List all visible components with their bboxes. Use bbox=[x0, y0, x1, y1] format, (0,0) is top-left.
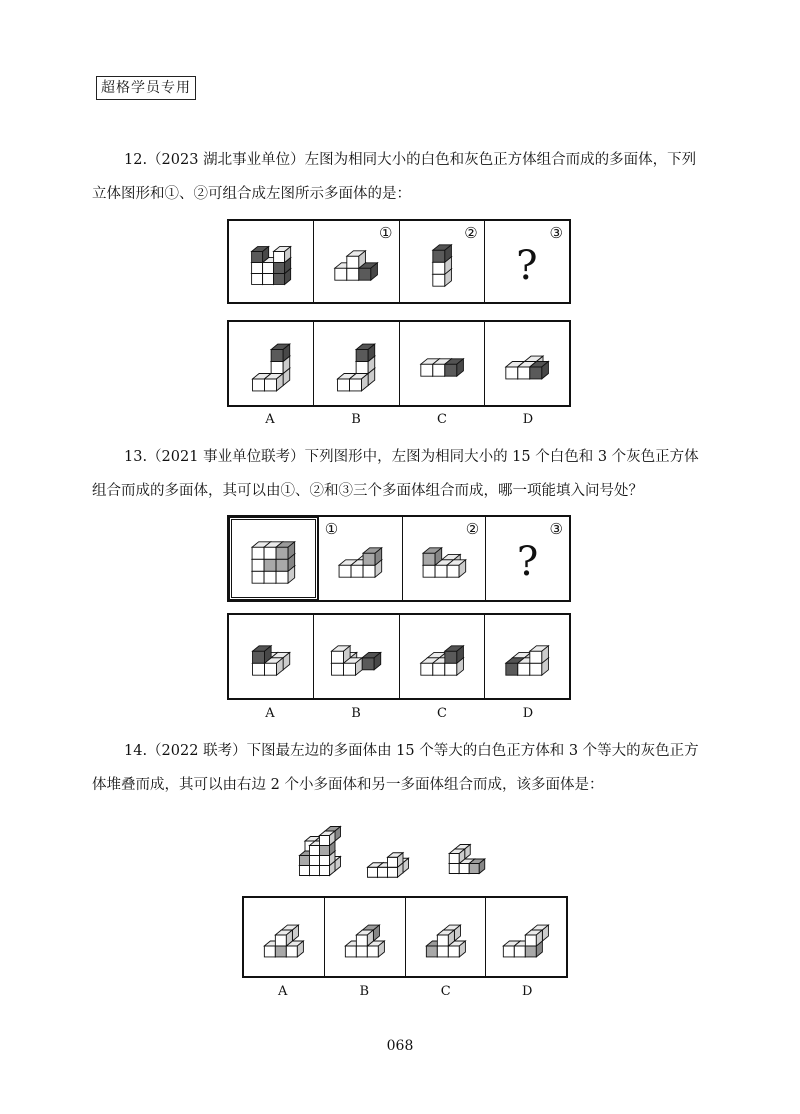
option-b-label[interactable]: B bbox=[359, 984, 370, 999]
q12-options-row bbox=[227, 320, 571, 407]
cube-face bbox=[363, 565, 375, 577]
cube-face bbox=[432, 663, 444, 675]
cube-face bbox=[526, 946, 537, 957]
q12-option-b-figure[interactable] bbox=[313, 322, 398, 405]
q14-option-b-cubes bbox=[325, 898, 405, 976]
cube-face bbox=[264, 547, 276, 559]
cube-face bbox=[449, 864, 459, 874]
cube-face bbox=[518, 367, 530, 379]
option-d-label[interactable]: D bbox=[522, 706, 534, 721]
cube-face bbox=[515, 946, 526, 957]
cube-face bbox=[530, 663, 542, 675]
q14-part-1 bbox=[356, 836, 420, 886]
q13-option-d-figure[interactable] bbox=[484, 615, 569, 698]
q13-option-labels bbox=[227, 706, 571, 721]
question-12-text: 12.（2023 湖北事业单位）左图为相同大小的白色和灰色正方体组合而成的多面体，下列立体图形和①、②可组合成左图所示多面体的是： bbox=[92, 152, 697, 202]
q13-part-1 bbox=[318, 517, 402, 600]
q13-option-b-cubes bbox=[314, 615, 398, 698]
marker-1: ① bbox=[324, 520, 339, 538]
cube-face bbox=[274, 273, 285, 284]
q12-option-labels bbox=[227, 412, 571, 427]
cube-face bbox=[432, 250, 444, 262]
cube-face bbox=[253, 379, 265, 391]
cube-face bbox=[338, 379, 350, 391]
q12-composite-cubes bbox=[229, 221, 313, 302]
q14-option-b-figure[interactable] bbox=[324, 898, 405, 976]
cube-face bbox=[362, 658, 374, 670]
cube-face bbox=[504, 946, 515, 957]
cube-face bbox=[265, 379, 277, 391]
cube-face bbox=[263, 273, 274, 284]
cube-face bbox=[530, 367, 542, 379]
cube-face bbox=[388, 857, 398, 867]
cube-face bbox=[378, 867, 388, 877]
cube-face bbox=[356, 350, 368, 362]
q12-composite-figure bbox=[229, 221, 313, 302]
question-mark: ? bbox=[516, 539, 539, 585]
cube-face bbox=[310, 856, 320, 866]
page-number: 068 bbox=[386, 1038, 414, 1054]
cube-face bbox=[347, 268, 359, 280]
cube-face bbox=[253, 651, 265, 663]
cube-face bbox=[286, 946, 297, 957]
cube-face bbox=[518, 663, 530, 675]
q12-figure-row bbox=[227, 219, 571, 304]
cube-face bbox=[423, 553, 435, 565]
q13-composite-cubes bbox=[232, 520, 315, 597]
option-d-label[interactable]: D bbox=[522, 412, 534, 427]
cube-face bbox=[437, 946, 448, 957]
q14-part-2 bbox=[436, 830, 498, 880]
q14-option-c-cubes bbox=[406, 898, 486, 976]
cube-face bbox=[275, 946, 286, 957]
cube-face bbox=[530, 651, 542, 663]
cube-face bbox=[388, 867, 398, 877]
cube-face bbox=[339, 565, 351, 577]
q13-option-a-figure[interactable] bbox=[229, 615, 313, 698]
cube-face bbox=[300, 866, 310, 876]
question-mark: ? bbox=[516, 243, 538, 289]
cube-face bbox=[426, 946, 437, 957]
q14-options-row bbox=[242, 896, 568, 978]
cube-face bbox=[432, 274, 444, 286]
option-b-label[interactable]: B bbox=[351, 706, 361, 721]
question-13-text: 13.（2021 事业单位联考）下列图形中，左图为相同大小的 15 个白色和 3 个灰色正方体组合而成的多面体，其可以由①、②和③三个多面体组合而成，哪一项能填入问号处？ bbox=[92, 449, 699, 499]
cube-face bbox=[276, 559, 288, 571]
q14-option-c-figure[interactable] bbox=[405, 898, 486, 976]
cube-face bbox=[448, 946, 459, 957]
q13-option-c-cubes bbox=[400, 615, 484, 698]
q14-part-1-cubes bbox=[356, 836, 420, 886]
cube-face bbox=[310, 866, 320, 876]
marker-3: ③ bbox=[549, 520, 563, 538]
q13-option-c-figure[interactable] bbox=[399, 615, 484, 698]
cube-face bbox=[264, 946, 275, 957]
q14-option-d-cubes bbox=[486, 898, 566, 976]
cube-face bbox=[264, 571, 276, 583]
option-c-label[interactable]: C bbox=[437, 412, 447, 427]
q14-option-d-figure[interactable] bbox=[485, 898, 566, 976]
cube-face bbox=[271, 350, 283, 362]
option-c-label[interactable]: C bbox=[437, 706, 447, 721]
cube-face bbox=[274, 262, 285, 273]
q12-option-a-cubes bbox=[229, 322, 313, 405]
cube-face bbox=[469, 864, 479, 874]
cube-face bbox=[332, 663, 344, 675]
cube-face bbox=[300, 856, 310, 866]
cube-face bbox=[264, 559, 276, 571]
cube-face bbox=[263, 262, 274, 273]
cube-face bbox=[420, 364, 432, 376]
cube-face bbox=[506, 663, 518, 675]
cube-face bbox=[265, 663, 277, 675]
q12-part-2-cubes bbox=[400, 221, 484, 302]
q13-option-b-figure[interactable] bbox=[313, 615, 398, 698]
cube-face bbox=[447, 565, 459, 577]
cube-face bbox=[320, 856, 330, 866]
option-a-label[interactable]: A bbox=[278, 984, 288, 999]
cube-face bbox=[320, 846, 330, 856]
cube-face bbox=[432, 364, 444, 376]
cube-face bbox=[356, 935, 367, 946]
member-only-badge: 超格学员专用 bbox=[96, 76, 196, 100]
cube-face bbox=[356, 946, 367, 957]
cube-face bbox=[276, 571, 288, 583]
cube-face bbox=[253, 663, 265, 675]
cube-face bbox=[367, 946, 378, 957]
marker-2: ② bbox=[464, 224, 478, 242]
q12-part-1-cubes bbox=[314, 221, 398, 302]
cube-face bbox=[506, 367, 518, 379]
cube-face bbox=[344, 663, 356, 675]
cube-face bbox=[420, 663, 432, 675]
cube-face bbox=[363, 553, 375, 565]
option-a-label[interactable]: A bbox=[265, 706, 275, 721]
marker-3: ③ bbox=[549, 224, 563, 242]
cube-face bbox=[252, 559, 264, 571]
q12-part-2 bbox=[399, 221, 484, 302]
q12-option-c-figure[interactable] bbox=[399, 322, 484, 405]
cube-face bbox=[435, 565, 447, 577]
q12-option-d-figure[interactable] bbox=[484, 322, 569, 405]
q13-part-1-cubes bbox=[319, 517, 402, 600]
cube-face bbox=[444, 651, 456, 663]
cube-face bbox=[252, 547, 264, 559]
cube-face bbox=[332, 651, 344, 663]
q14-option-labels bbox=[242, 984, 568, 999]
cube-face bbox=[252, 262, 263, 273]
q13-options-row bbox=[227, 613, 571, 700]
q12-part-1 bbox=[313, 221, 398, 302]
cube-face bbox=[252, 571, 264, 583]
cube-face bbox=[320, 836, 330, 846]
cube-face bbox=[276, 547, 288, 559]
cube-face bbox=[437, 935, 448, 946]
cube-face bbox=[345, 946, 356, 957]
cube-face bbox=[271, 362, 283, 374]
q14-composite-cubes bbox=[280, 808, 360, 886]
cube-face bbox=[335, 268, 347, 280]
option-b-label[interactable]: B bbox=[351, 412, 361, 427]
cube-face bbox=[449, 854, 459, 864]
q14-part-2-cubes bbox=[436, 830, 498, 880]
q12-option-b-cubes bbox=[314, 322, 398, 405]
option-a-label[interactable]: A bbox=[265, 412, 275, 427]
cube-face bbox=[368, 867, 378, 877]
q13-part-3 bbox=[485, 517, 569, 600]
cube-face bbox=[274, 251, 285, 262]
q12-option-a-figure[interactable] bbox=[229, 322, 313, 405]
cube-face bbox=[432, 262, 444, 274]
q13-part-2 bbox=[402, 517, 486, 600]
q12-option-d-cubes bbox=[485, 322, 569, 405]
q13-composite-figure bbox=[229, 517, 318, 600]
cube-face bbox=[252, 273, 263, 284]
cube-face bbox=[351, 565, 363, 577]
cube-face bbox=[459, 864, 469, 874]
q12-option-c-cubes bbox=[400, 322, 484, 405]
cube-face bbox=[275, 935, 286, 946]
cube-face bbox=[444, 364, 456, 376]
cube-face bbox=[320, 866, 330, 876]
cube-face bbox=[350, 379, 362, 391]
option-d-label[interactable]: D bbox=[522, 984, 533, 999]
cube-face bbox=[356, 362, 368, 374]
marker-2: ② bbox=[465, 520, 480, 538]
option-c-label[interactable]: C bbox=[440, 984, 451, 999]
marker-1: ① bbox=[379, 224, 393, 242]
q13-option-a-cubes bbox=[229, 615, 313, 698]
q14-option-a-figure[interactable] bbox=[244, 898, 324, 976]
cube-face bbox=[526, 935, 537, 946]
cube-face bbox=[252, 251, 263, 262]
question-14-text: 14.（2022 联考）下图最左边的多面体由 15 个等大的白色正方体和 3 个等大的灰色正方体堆叠而成，其可以由右边 2 个小多面体和另一多面体组合而成，该多面体是： bbox=[92, 743, 699, 793]
q13-figure-row bbox=[227, 515, 571, 602]
cube-face bbox=[310, 846, 320, 856]
q12-part-3 bbox=[484, 221, 569, 302]
q13-option-d-cubes bbox=[485, 615, 569, 698]
cube-face bbox=[444, 663, 456, 675]
cube-face bbox=[359, 268, 371, 280]
q14-option-a-cubes bbox=[244, 898, 324, 976]
cube-face bbox=[423, 565, 435, 577]
q14-composite-figure bbox=[280, 808, 360, 886]
cube-face bbox=[347, 256, 359, 268]
q13-part-2-cubes bbox=[403, 517, 486, 600]
